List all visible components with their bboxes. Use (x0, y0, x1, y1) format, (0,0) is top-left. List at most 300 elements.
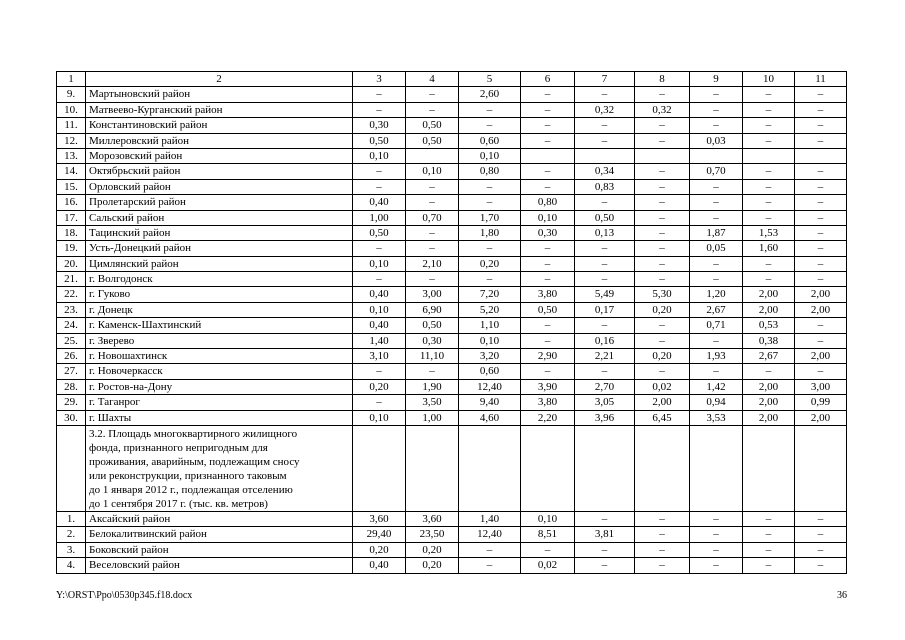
value-cell: – (743, 195, 795, 210)
row-name: г. Шахты (86, 410, 353, 425)
value-cell: 3,60 (406, 511, 459, 526)
header-cell: 8 (635, 72, 690, 87)
value-cell: 3,00 (795, 379, 847, 394)
value-cell: – (406, 241, 459, 256)
row-name: Матвеево-Курганский район (86, 102, 353, 117)
value-cell: – (795, 542, 847, 557)
value-cell: 0,30 (406, 333, 459, 348)
value-cell: – (795, 241, 847, 256)
value-cell: – (635, 225, 690, 240)
value-cell: 0,40 (353, 558, 406, 573)
value-cell: 0,30 (353, 118, 406, 133)
value-cell: 2,00 (743, 395, 795, 410)
value-cell: 0,71 (690, 318, 743, 333)
value-cell: 0,17 (575, 302, 635, 317)
table-row (57, 542, 847, 557)
row-number: 24. (57, 318, 86, 333)
value-cell: 0,80 (521, 195, 575, 210)
value-cell: 0,20 (635, 302, 690, 317)
row-number: 30. (57, 410, 86, 425)
value-cell: – (521, 118, 575, 133)
header-cell: 5 (459, 72, 521, 87)
value-cell: – (743, 511, 795, 526)
value-cell: – (795, 558, 847, 573)
value-cell: 1,80 (459, 225, 521, 240)
value-cell: – (743, 133, 795, 148)
value-cell: – (406, 225, 459, 240)
value-cell: 1,60 (743, 241, 795, 256)
value-cell: – (690, 527, 743, 542)
value-cell: – (743, 118, 795, 133)
row-number: 11. (57, 118, 86, 133)
value-cell: 2,00 (795, 349, 847, 364)
row-number: 21. (57, 272, 86, 287)
value-cell: – (575, 241, 635, 256)
section-title-line: проживания, аварийным, подлежащим сносу (89, 455, 300, 468)
value-cell: – (635, 195, 690, 210)
value-cell: – (690, 542, 743, 557)
value-cell: – (795, 118, 847, 133)
value-cell: – (635, 241, 690, 256)
value-cell: – (353, 364, 406, 379)
value-cell: – (406, 364, 459, 379)
section-empty-cell (575, 425, 635, 511)
value-cell: – (521, 241, 575, 256)
value-cell: – (521, 133, 575, 148)
value-cell: – (575, 87, 635, 102)
header-cell: 2 (86, 72, 353, 87)
value-cell: – (690, 118, 743, 133)
table-row (57, 256, 847, 271)
value-cell: – (743, 527, 795, 542)
value-cell: – (575, 256, 635, 271)
row-name: г. Донецк (86, 302, 353, 317)
row-name: Сальский район (86, 210, 353, 225)
value-cell: – (635, 256, 690, 271)
value-cell: – (459, 179, 521, 194)
row-number: 12. (57, 133, 86, 148)
value-cell: 0,70 (406, 210, 459, 225)
value-cell: 2,00 (635, 395, 690, 410)
value-cell: – (635, 364, 690, 379)
value-cell: – (743, 558, 795, 573)
value-cell: 0,13 (575, 225, 635, 240)
value-cell: – (521, 542, 575, 557)
value-cell: 0,10 (406, 164, 459, 179)
value-cell: 2,00 (743, 302, 795, 317)
value-cell: 3,00 (406, 287, 459, 302)
row-number: 17. (57, 210, 86, 225)
value-cell: 0,40 (353, 195, 406, 210)
value-cell: – (459, 195, 521, 210)
value-cell: – (795, 210, 847, 225)
value-cell: 0,10 (353, 148, 406, 163)
value-cell: 0,60 (459, 364, 521, 379)
value-cell (575, 148, 635, 163)
value-cell: – (795, 511, 847, 526)
value-cell: – (743, 87, 795, 102)
table-row (57, 318, 847, 333)
value-cell: 1,42 (690, 379, 743, 394)
value-cell (635, 148, 690, 163)
section-empty-cell (743, 425, 795, 511)
table-row (57, 379, 847, 394)
value-cell: 6,45 (635, 410, 690, 425)
section-empty-cell (353, 425, 406, 511)
value-cell: 0,20 (353, 379, 406, 394)
row-name: Аксайский район (86, 511, 353, 526)
value-cell: – (795, 225, 847, 240)
row-number: 29. (57, 395, 86, 410)
value-cell: 0,53 (743, 318, 795, 333)
value-cell: 12,40 (459, 527, 521, 542)
value-cell: – (521, 272, 575, 287)
value-cell: 2,00 (795, 287, 847, 302)
table-row (57, 87, 847, 102)
value-cell: 0,50 (406, 318, 459, 333)
value-cell (690, 148, 743, 163)
value-cell: 2,00 (795, 302, 847, 317)
value-cell: – (635, 118, 690, 133)
value-cell: 1,10 (459, 318, 521, 333)
value-cell: – (459, 241, 521, 256)
value-cell: 0,10 (353, 410, 406, 425)
value-cell: – (795, 164, 847, 179)
header-cell: 3 (353, 72, 406, 87)
row-name: Тацинский район (86, 225, 353, 240)
table-row (57, 164, 847, 179)
value-cell: 0,32 (635, 102, 690, 117)
value-cell: 1,93 (690, 349, 743, 364)
value-cell: 5,30 (635, 287, 690, 302)
section-row (57, 425, 847, 511)
value-cell: – (635, 558, 690, 573)
row-number: 19. (57, 241, 86, 256)
value-cell: – (690, 333, 743, 348)
value-cell: – (521, 87, 575, 102)
value-cell: – (406, 195, 459, 210)
value-cell: 0,20 (635, 349, 690, 364)
value-cell: – (575, 542, 635, 557)
value-cell: 3,53 (690, 410, 743, 425)
value-cell: – (521, 318, 575, 333)
value-cell: – (690, 87, 743, 102)
row-name: г. Зверево (86, 333, 353, 348)
value-cell: 0,40 (353, 287, 406, 302)
footer-page-number: 36 (837, 590, 847, 601)
table-row (57, 133, 847, 148)
value-cell: 0,32 (575, 102, 635, 117)
value-cell: – (690, 511, 743, 526)
value-cell: – (575, 195, 635, 210)
row-name: г. Новочеркасск (86, 364, 353, 379)
row-name: Октябрьский район (86, 164, 353, 179)
value-cell: – (690, 210, 743, 225)
row-number: 15. (57, 179, 86, 194)
value-cell: 2,21 (575, 349, 635, 364)
value-cell: 2,70 (575, 379, 635, 394)
row-number: 1. (57, 511, 86, 526)
value-cell: 0,10 (521, 511, 575, 526)
value-cell: – (575, 272, 635, 287)
value-cell: – (459, 542, 521, 557)
table-row (57, 118, 847, 133)
value-cell: 1,20 (690, 287, 743, 302)
value-cell: – (690, 256, 743, 271)
value-cell: – (521, 164, 575, 179)
value-cell: 1,90 (406, 379, 459, 394)
value-cell: – (743, 164, 795, 179)
table-row (57, 210, 847, 225)
row-number: 26. (57, 349, 86, 364)
header-cell: 1 (57, 72, 86, 87)
value-cell: 1,53 (743, 225, 795, 240)
table-row (57, 148, 847, 163)
section-title-line: до 1 сентября 2017 г. (тыс. кв. метров) (89, 497, 268, 510)
section-empty-cell (635, 425, 690, 511)
value-cell: – (406, 272, 459, 287)
value-cell: – (459, 558, 521, 573)
row-name: Морозовский район (86, 148, 353, 163)
table-row (57, 349, 847, 364)
value-cell: 3,80 (521, 287, 575, 302)
row-name: г. Гуково (86, 287, 353, 302)
section-empty-cell (795, 425, 847, 511)
section-empty-cell (406, 425, 459, 511)
value-cell: – (635, 87, 690, 102)
value-cell: 2,67 (743, 349, 795, 364)
value-cell: 0,50 (406, 133, 459, 148)
value-cell: 23,50 (406, 527, 459, 542)
value-cell: – (795, 133, 847, 148)
value-cell: 0,50 (521, 302, 575, 317)
value-cell: – (743, 272, 795, 287)
value-cell: 2,90 (521, 349, 575, 364)
value-cell: – (635, 527, 690, 542)
value-cell: – (575, 364, 635, 379)
value-cell: – (459, 272, 521, 287)
value-cell: – (353, 87, 406, 102)
value-cell: 4,60 (459, 410, 521, 425)
value-cell: 0,20 (353, 542, 406, 557)
value-cell: 3,10 (353, 349, 406, 364)
table-row (57, 195, 847, 210)
row-number: 10. (57, 102, 86, 117)
value-cell: 3,96 (575, 410, 635, 425)
row-name: Цимлянский район (86, 256, 353, 271)
value-cell: 12,40 (459, 379, 521, 394)
value-cell: – (690, 364, 743, 379)
value-cell: – (743, 256, 795, 271)
section-title-line: до 1 января 2012 г., подлежащая отселению (89, 483, 293, 496)
value-cell: – (635, 511, 690, 526)
row-number: 4. (57, 558, 86, 573)
value-cell: 0,05 (690, 241, 743, 256)
row-name: г. Ростов-на-Дону (86, 379, 353, 394)
value-cell: – (521, 333, 575, 348)
value-cell: 3,05 (575, 395, 635, 410)
table-row (57, 179, 847, 194)
value-cell: – (635, 133, 690, 148)
value-cell: 0,34 (575, 164, 635, 179)
value-cell: 5,49 (575, 287, 635, 302)
header-cell: 4 (406, 72, 459, 87)
value-cell: 2,20 (521, 410, 575, 425)
row-name: Белокалитвинский район (86, 527, 353, 542)
value-cell: – (795, 333, 847, 348)
value-cell: 0,20 (459, 256, 521, 271)
table-body (57, 72, 847, 574)
header-cell: 10 (743, 72, 795, 87)
value-cell: 1,00 (406, 410, 459, 425)
value-cell: 1,70 (459, 210, 521, 225)
value-cell: – (459, 118, 521, 133)
value-cell: 0,50 (406, 118, 459, 133)
value-cell: 0,50 (575, 210, 635, 225)
value-cell: – (353, 102, 406, 117)
table-row (57, 272, 847, 287)
value-cell: – (795, 256, 847, 271)
section-title-line: 3.2. Площадь многоквартирного жилищного (89, 427, 298, 440)
table-row (57, 395, 847, 410)
value-cell: 2,00 (743, 287, 795, 302)
row-number: 3. (57, 542, 86, 557)
row-number: 16. (57, 195, 86, 210)
value-cell: 3,60 (353, 511, 406, 526)
value-cell: 0,10 (353, 256, 406, 271)
value-cell: – (635, 179, 690, 194)
row-name: г. Новошахтинск (86, 349, 353, 364)
row-number: 9. (57, 87, 86, 102)
value-cell: – (743, 364, 795, 379)
value-cell: 0,20 (406, 542, 459, 557)
value-cell: 0,10 (459, 148, 521, 163)
value-cell: – (690, 272, 743, 287)
row-number: 14. (57, 164, 86, 179)
value-cell: – (743, 102, 795, 117)
section-title-line: или реконструкции, признанного таковым (89, 469, 287, 482)
row-number: 23. (57, 302, 86, 317)
value-cell: 0,50 (353, 225, 406, 240)
value-cell: 3,90 (521, 379, 575, 394)
row-name: Миллеровский район (86, 133, 353, 148)
value-cell: 2,60 (459, 87, 521, 102)
value-cell: 0,20 (406, 558, 459, 573)
row-name: Пролетарский район (86, 195, 353, 210)
value-cell: – (635, 318, 690, 333)
value-cell: 0,03 (690, 133, 743, 148)
value-cell: – (795, 102, 847, 117)
value-cell: 0,94 (690, 395, 743, 410)
value-cell: – (795, 527, 847, 542)
row-name: Веселовский район (86, 558, 353, 573)
value-cell: 0,83 (575, 179, 635, 194)
row-name: г. Волгодонск (86, 272, 353, 287)
value-cell: – (406, 87, 459, 102)
value-cell: – (795, 195, 847, 210)
row-number: 27. (57, 364, 86, 379)
value-cell: – (353, 179, 406, 194)
value-cell: – (353, 241, 406, 256)
row-name: Константиновский район (86, 118, 353, 133)
row-name: Боковский район (86, 542, 353, 557)
table-row (57, 302, 847, 317)
value-cell: – (353, 164, 406, 179)
table-row (57, 364, 847, 379)
header-cell: 9 (690, 72, 743, 87)
value-cell: 3,81 (575, 527, 635, 542)
data-table (56, 71, 847, 574)
row-name: Усть-Донецкий район (86, 241, 353, 256)
table-row (57, 511, 847, 526)
value-cell: 0,99 (795, 395, 847, 410)
value-cell: – (521, 364, 575, 379)
value-cell: – (795, 364, 847, 379)
value-cell: – (406, 102, 459, 117)
value-cell: 7,20 (459, 287, 521, 302)
value-cell: – (521, 179, 575, 194)
table-row (57, 225, 847, 240)
value-cell: – (690, 558, 743, 573)
section-title (86, 425, 353, 511)
row-number: 20. (57, 256, 86, 271)
section-empty-cell (459, 425, 521, 511)
value-cell: – (575, 318, 635, 333)
value-cell: – (743, 542, 795, 557)
value-cell: – (521, 256, 575, 271)
value-cell: 0,10 (521, 210, 575, 225)
value-cell: – (690, 179, 743, 194)
footer-file-path: Y:\ORST\Ppo\0530p345.f18.docx (56, 590, 193, 601)
table-row (57, 241, 847, 256)
row-number: 22. (57, 287, 86, 302)
row-name: г. Каменск-Шахтинский (86, 318, 353, 333)
row-number: 25. (57, 333, 86, 348)
value-cell: 29,40 (353, 527, 406, 542)
value-cell: 0,60 (459, 133, 521, 148)
row-name: г. Таганрог (86, 395, 353, 410)
value-cell: – (406, 179, 459, 194)
value-cell: – (635, 164, 690, 179)
value-cell: 2,00 (795, 410, 847, 425)
value-cell: 6,90 (406, 302, 459, 317)
row-number: 18. (57, 225, 86, 240)
value-cell: – (575, 558, 635, 573)
section-empty-cell (690, 425, 743, 511)
value-cell: 0,10 (353, 302, 406, 317)
value-cell (521, 148, 575, 163)
value-cell: – (353, 272, 406, 287)
row-name: Мартыновский район (86, 87, 353, 102)
value-cell (406, 148, 459, 163)
row-name: Орловский район (86, 179, 353, 194)
value-cell: – (635, 210, 690, 225)
value-cell: 0,02 (635, 379, 690, 394)
value-cell: – (521, 102, 575, 117)
table-row (57, 527, 847, 542)
value-cell: 0,38 (743, 333, 795, 348)
section-title-line: фонда, признанного непригодным для (89, 441, 268, 454)
row-number: 13. (57, 148, 86, 163)
value-cell: 11,10 (406, 349, 459, 364)
value-cell: – (795, 272, 847, 287)
value-cell: 1,40 (459, 511, 521, 526)
value-cell: 0,10 (459, 333, 521, 348)
value-cell: 3,20 (459, 349, 521, 364)
value-cell: 2,67 (690, 302, 743, 317)
value-cell: 2,10 (406, 256, 459, 271)
value-cell: – (575, 118, 635, 133)
